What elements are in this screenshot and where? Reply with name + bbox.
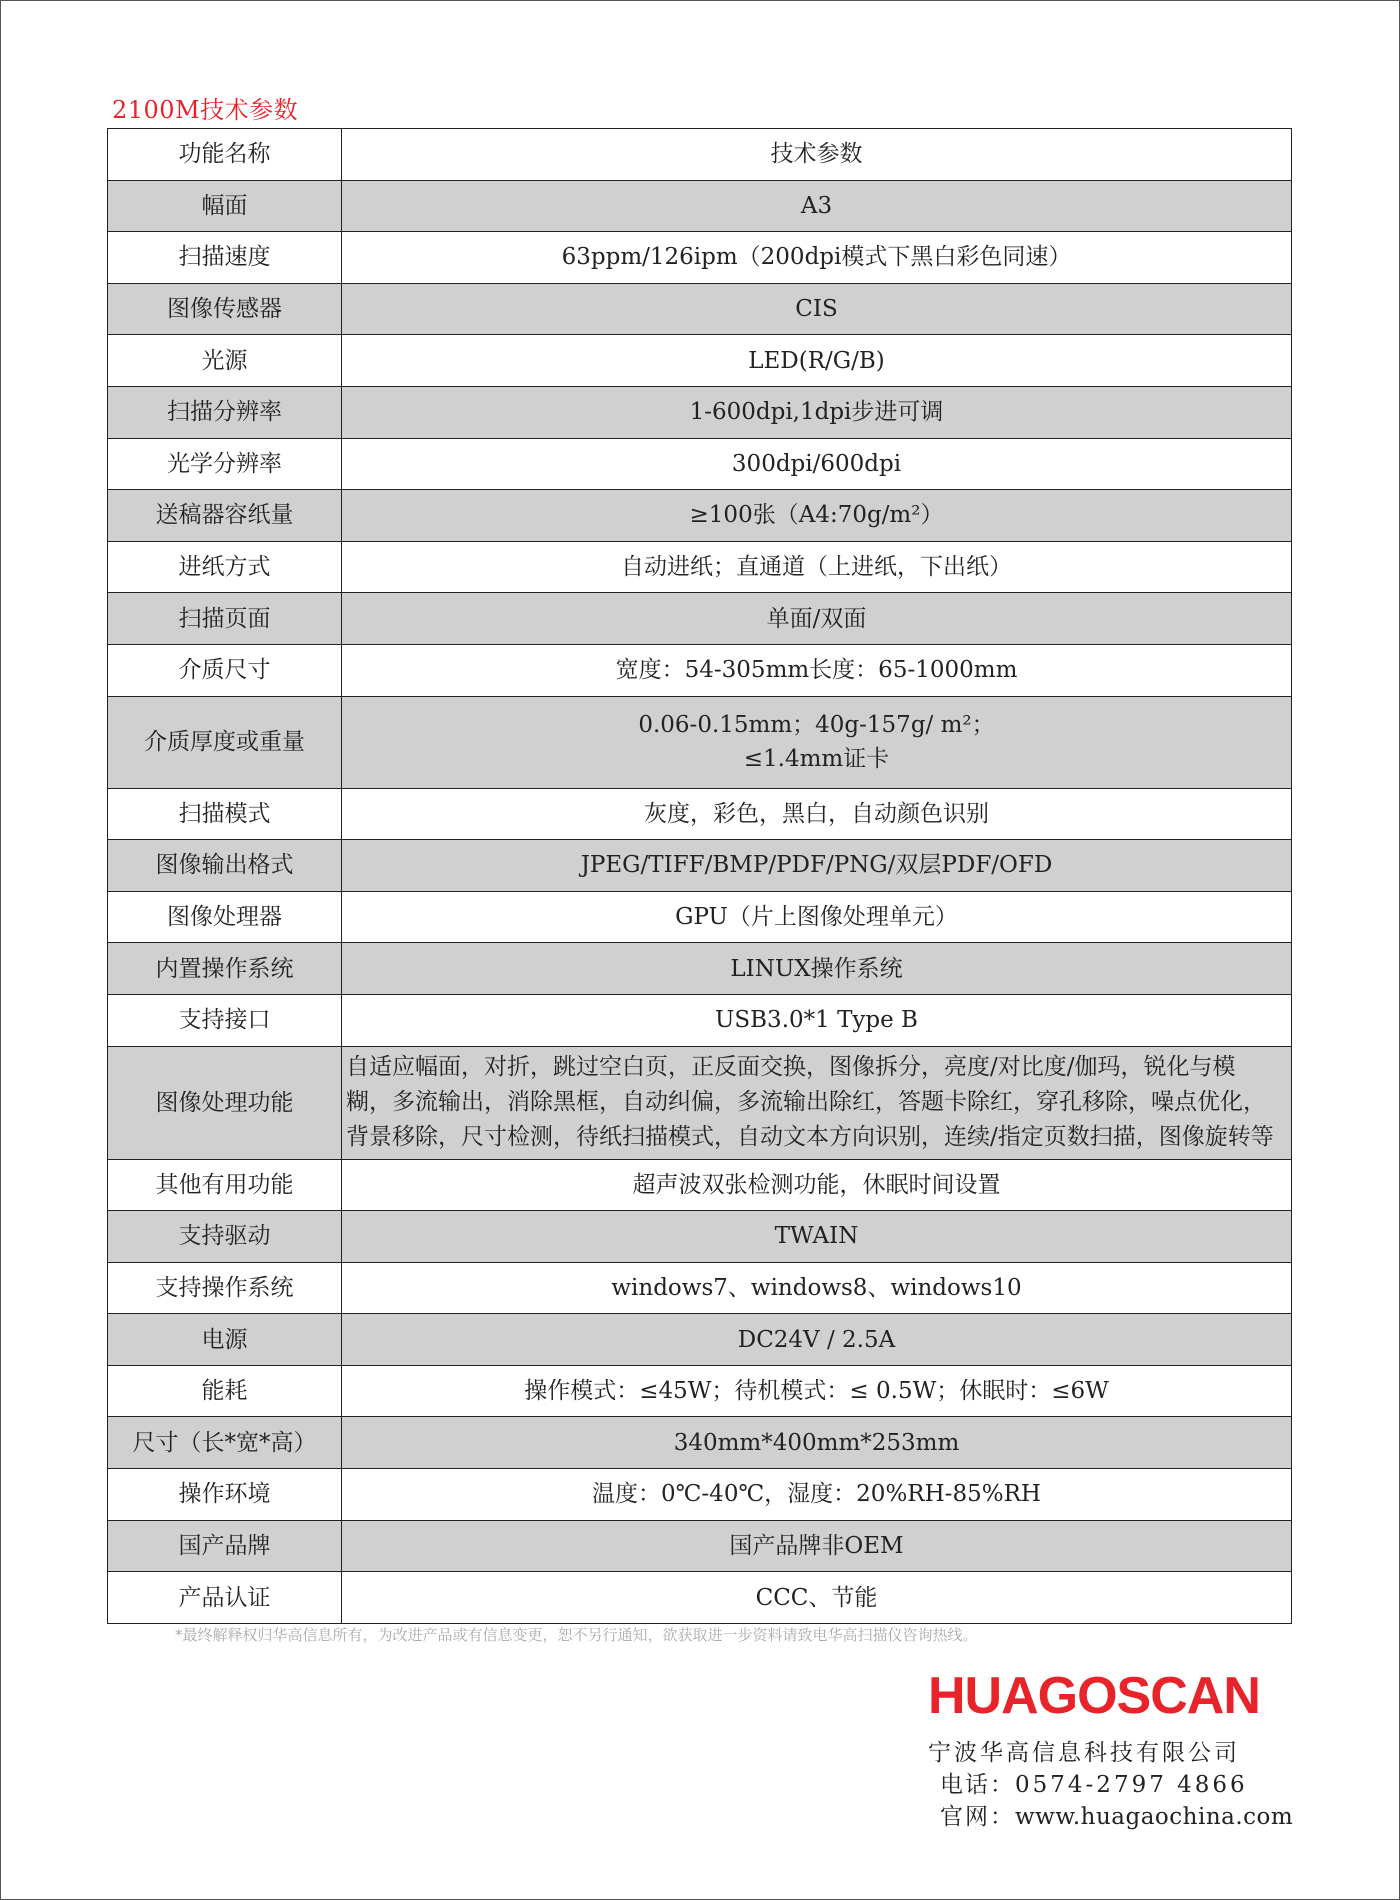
table-row — [108, 696, 1292, 788]
row-name: 支持驱动 — [108, 1211, 342, 1263]
row-name: 扫描模式 — [108, 788, 342, 840]
website-url: www.huagaochina.com — [1015, 1804, 1294, 1830]
row-value: 宽度：54-305mm长度：65-1000mm — [342, 644, 1292, 696]
table-row — [108, 1159, 1292, 1211]
row-value: 温度：0℃-40℃，湿度：20%RH-85%RH — [342, 1469, 1292, 1521]
row-name: 介质厚度或重量 — [108, 696, 342, 788]
spec-table — [107, 128, 1292, 1624]
website-line — [940, 1798, 1293, 1831]
row-value: 国产品牌非OEM — [342, 1520, 1292, 1572]
table-row — [108, 644, 1292, 696]
header-value: 技术参数 — [342, 129, 1292, 181]
row-value-line: 背景移除，尺寸检测，待纸扫描模式，自动文本方向识别，连续/指定页数扫描，图像旋转等 — [346, 1124, 1274, 1150]
row-value: A3 — [342, 180, 1292, 232]
row-value: 300dpi/600dpi — [342, 438, 1292, 490]
row-name: 扫描速度 — [108, 232, 342, 284]
row-value: 自动进纸；直通道（上进纸，下出纸） — [342, 541, 1292, 593]
table-row — [108, 1262, 1292, 1314]
row-name: 尺寸（长*宽*高） — [108, 1417, 342, 1469]
row-value: GPU（片上图像处理单元） — [342, 891, 1292, 943]
header-name: 功能名称 — [108, 129, 342, 181]
phone-label: 电话： — [940, 1772, 1015, 1798]
row-name: 电源 — [108, 1314, 342, 1366]
table-row — [108, 1520, 1292, 1572]
row-value-line: 自适应幅面，对折，跳过空白页，正反面交换，图像拆分，亮度/对比度/伽玛，锐化与模 — [346, 1054, 1236, 1080]
phone-line — [940, 1766, 1248, 1799]
company-name: 宁波华高信息科技有限公司 — [928, 1740, 1240, 1766]
table-row — [108, 1211, 1292, 1263]
table-row — [108, 1572, 1292, 1624]
table-row — [108, 943, 1292, 995]
row-name: 图像输出格式 — [108, 840, 342, 892]
row-value: JPEG/TIFF/BMP/PDF/PNG/双层PDF/OFD — [342, 840, 1292, 892]
row-name: 介质尺寸 — [108, 644, 342, 696]
table-row — [108, 180, 1292, 232]
row-name: 图像处理功能 — [108, 1046, 342, 1159]
footnote: *最终解释权归华高信息所有，为改进产品或有信息变更，恕不另行通知，欲获取进一步资料请致电华高扫描仪咨询热线。 — [175, 1626, 978, 1644]
table-header-row — [108, 129, 1292, 181]
row-name: 支持操作系统 — [108, 1262, 342, 1314]
row-name: 产品认证 — [108, 1572, 342, 1624]
row-value: 340mm*400mm*253mm — [342, 1417, 1292, 1469]
brand-logo: HUAGOSCAN — [928, 1667, 1260, 1725]
row-value — [342, 1046, 1292, 1159]
row-name: 国产品牌 — [108, 1520, 342, 1572]
table-row — [108, 788, 1292, 840]
row-value-line: 0.06-0.15mm；40g-157g/ m²； — [638, 712, 995, 739]
table-row — [108, 490, 1292, 542]
row-value: LINUX操作系统 — [342, 943, 1292, 995]
table-row — [108, 994, 1292, 1046]
row-name: 扫描分辨率 — [108, 386, 342, 438]
row-value: TWAIN — [342, 1211, 1292, 1263]
row-name: 其他有用功能 — [108, 1159, 342, 1211]
website-label: 官网： — [940, 1804, 1015, 1830]
table-row — [108, 541, 1292, 593]
row-value: CCC、节能 — [342, 1572, 1292, 1624]
row-name: 光源 — [108, 335, 342, 387]
table-row — [108, 840, 1292, 892]
row-value: 1-600dpi,1dpi步进可调 — [342, 386, 1292, 438]
row-value: 单面/双面 — [342, 593, 1292, 645]
table-row — [108, 891, 1292, 943]
row-name: 光学分辨率 — [108, 438, 342, 490]
row-name: 进纸方式 — [108, 541, 342, 593]
row-value: 灰度，彩色，黑白，自动颜色识别 — [342, 788, 1292, 840]
row-value: windows7、windows8、windows10 — [342, 1262, 1292, 1314]
table-row — [108, 1314, 1292, 1366]
table-row — [108, 1046, 1292, 1159]
table-row — [108, 1417, 1292, 1469]
row-name: 操作环境 — [108, 1469, 342, 1521]
phone-number: 0574-2797 4866 — [1015, 1772, 1248, 1798]
row-name: 内置操作系统 — [108, 943, 342, 995]
table-row — [108, 283, 1292, 335]
table-row — [108, 232, 1292, 284]
row-name: 送稿器容纸量 — [108, 490, 342, 542]
row-value: 超声波双张检测功能，休眠时间设置 — [342, 1159, 1292, 1211]
row-value — [342, 696, 1292, 788]
row-value: DC24V / 2.5A — [342, 1314, 1292, 1366]
row-name: 支持接口 — [108, 994, 342, 1046]
row-value: ≥100张（A4:70g/m²） — [342, 490, 1292, 542]
page-title: 2100M技术参数 — [112, 96, 299, 124]
row-name: 图像处理器 — [108, 891, 342, 943]
table-row — [108, 1469, 1292, 1521]
row-value-line: ≤1.4mm证卡 — [743, 746, 890, 773]
table-row — [108, 335, 1292, 387]
row-value: USB3.0*1 Type B — [342, 994, 1292, 1046]
row-value: LED(R/G/B) — [342, 335, 1292, 387]
table-row — [108, 386, 1292, 438]
row-name: 能耗 — [108, 1365, 342, 1417]
row-name: 扫描页面 — [108, 593, 342, 645]
row-value: CIS — [342, 283, 1292, 335]
table-row — [108, 1365, 1292, 1417]
row-value: 63ppm/126ipm（200dpi模式下黑白彩色同速） — [342, 232, 1292, 284]
row-name: 图像传感器 — [108, 283, 342, 335]
row-value: 操作模式：≤45W；待机模式：≤ 0.5W；休眠时：≤6W — [342, 1365, 1292, 1417]
table-row — [108, 438, 1292, 490]
row-name: 幅面 — [108, 180, 342, 232]
row-value-line: 糊，多流输出，消除黑框，自动纠偏，多流输出除红，答题卡除红，穿孔移除，噪点优化， — [346, 1089, 1266, 1115]
table-row — [108, 593, 1292, 645]
